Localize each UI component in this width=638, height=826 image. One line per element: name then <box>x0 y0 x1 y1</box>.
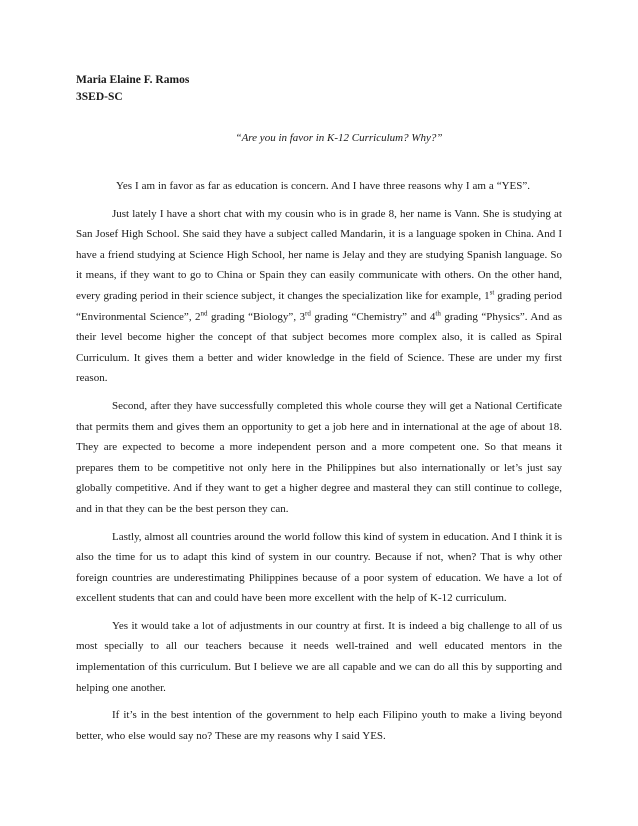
ordinal-suffix: nd <box>200 308 208 317</box>
author-name: Maria Elaine F. Ramos <box>76 74 190 86</box>
ordinal-suffix: rd <box>305 308 311 317</box>
document-page <box>76 72 562 753</box>
essay-title: “Are you in favor in K-12 Curriculum? Why?” <box>235 132 443 144</box>
paragraph-third-reason: Lastly, almost all countries around the world follow this kind of system in education. And I think it is also the time for us to adapt this kind of system in our country. Because if not, when? That is why other foreign countries are underestimating Philippines because of a poor system of education. We have a lot of excellent students that can and could have been more excellent with the help of K-12 curriculum. <box>76 530 562 605</box>
paragraph-first-reason <box>76 204 562 389</box>
essay-body <box>76 176 562 746</box>
paragraph-text: Just lately I have a short chat with my cousin who is in grade 8, her name is Vann. She is studying at San Josef High School. She said they have a subject called Mandarin, it is a language spoken in China. And I have a friend studying at Science High School, her name is Jelay and they are studying Spanish language. So it means, if they want to go to China or Spain they can easily communicate with others. On the other hand, every grading period in their science subject, it changes the specialization like for example, 1 <box>76 207 562 302</box>
paragraph-conclusion: If it’s in the best intention of the government to help each Filipino youth to make a living beyond better, who else would say no? These are my reasons why I said YES. <box>76 709 562 742</box>
paragraph-challenges: Yes it would take a lot of adjustments in our country at first. It is indeed a big challenge to all of us most specially to all our teachers because it needs well-trained and well educated mentors in the implementation of this curriculum. But I believe we are all capable and we can do all this by supporting and helping one another. <box>76 619 562 694</box>
paragraph-second-reason: Second, after they have successfully completed this whole course they will get a National Certificate that permits them and gives them an opportunity to get a job here and in international at the age of about 18. They are expected to become a more independent person and a more competent one. So that means it prepares them to be competitive not only here in the Philippines but also internationally or let’s just say globally competitive. And if they want to get a higher degree and masteral they can still continue to college, and in that they can be the best person they can. <box>76 399 562 515</box>
paragraph-text: grading “Chemistry” and 4 <box>310 310 436 323</box>
paragraph-intro: Yes I am in favor as far as education is concern. And I have three reasons why I am a “YES”. <box>116 180 531 192</box>
paragraph-text: grading “Physics”. And as their level become higher the concept of that subject becomes more complex also, it is called as Spiral Curriculum. It gives them a better and wider knowledge in the field of Science. These are under my first reason. <box>76 310 562 385</box>
ordinal-suffix: th <box>435 308 441 317</box>
author-section: 3SED-SC <box>76 91 123 103</box>
ordinal-suffix: st <box>489 288 495 297</box>
paragraph-text: grading “Biology”, 3 <box>207 310 306 323</box>
paragraph-text: grading period “Environmental Science”, 2 <box>76 289 562 323</box>
